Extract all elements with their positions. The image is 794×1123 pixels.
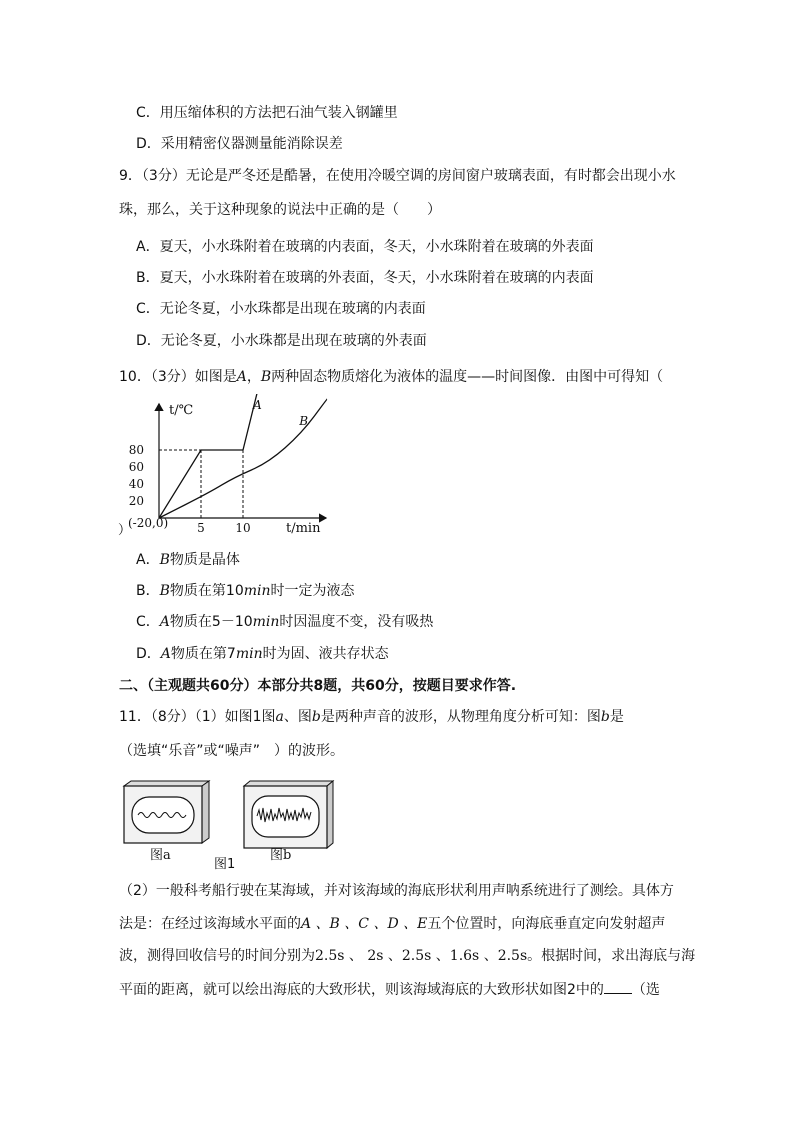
q11-text: 平面的距离，就可以绘出海底的大致形状，则该海域海底的大致形状如图2中的 (119, 982, 604, 998)
y-axis-label: t/℃ (169, 403, 194, 418)
figure-a-caption: 图a (150, 848, 171, 863)
opt-var: A (159, 614, 170, 630)
section-heading: 二、（主观题共60分）本部分共8题，共60分，按题目要求作答. (119, 678, 517, 694)
q9-option-c: C．无论冬夏，小水珠都是出现在玻璃的内表面 (136, 301, 426, 317)
origin-label: (-20,0) (128, 516, 169, 530)
q10-var-a: A (236, 369, 247, 385)
opt-letter: D． (136, 646, 161, 662)
opt-text: 时因温度不变，没有吸热 (279, 614, 434, 630)
q11-var: b (311, 709, 321, 725)
opt-letter: C． (136, 614, 160, 630)
figure-a-monitor (124, 781, 209, 843)
q11-text: 法是：在经过该海域水平面的 (119, 916, 301, 932)
q8-option-c: C．用压缩体积的方法把石油气装入钢罐里 (136, 105, 398, 121)
y-tick-label-60: 60 (128, 460, 144, 474)
opt-text: 物质是晶体 (169, 552, 240, 568)
opt-text: 物质在第10 (169, 583, 244, 599)
q11-text: 是两种声音的波形，从物理角度分析可知：图 (320, 709, 601, 725)
figure-b-caption: 图b (270, 848, 292, 863)
q10-var-b: B (260, 369, 272, 385)
q10-sep: ， (246, 369, 261, 385)
q11-text: 五个位置时，向海底垂直定向发射超声 (427, 916, 666, 932)
q11-line2: （选填“乐音”或“噪声” ）的波形。 (119, 743, 345, 759)
q9-stem-line2: 珠，那么，关于这种现象的说法中正确的是（ ） (119, 202, 441, 218)
q10-option-a (136, 550, 240, 570)
q11-text: 11．（8分）（1）如图1图 (119, 709, 276, 725)
q10-option-d (136, 644, 389, 664)
opt-letter: B． (136, 583, 160, 599)
opt-unit: min (235, 646, 263, 662)
q9-stem-line1: 9．（3分）无论是严冬还是酷暑，在使用冷暖空调的房间窗户玻璃表面，有时都会出现小水 (119, 168, 676, 184)
q11-var: b (600, 709, 610, 725)
y-tick-label-40: 40 (128, 477, 144, 491)
q10-option-c (136, 612, 433, 632)
q11-line1 (119, 707, 624, 727)
figure1-caption: 图1 (214, 857, 236, 872)
y-tick-label-20: 20 (128, 494, 144, 508)
q9-option-d: D．无论冬夏，小水珠都是出现在玻璃的外表面 (136, 333, 427, 349)
q11-part2-line2 (119, 914, 665, 934)
q10-stem-pre: 10．（3分）如图是 (119, 369, 237, 385)
q11-text: 、图 (283, 709, 312, 725)
answer-blank[interactable] (604, 979, 632, 994)
x-axis-label: t/min (286, 521, 321, 536)
opt-unit: min (252, 614, 280, 630)
opt-var: A (160, 646, 171, 662)
opt-text: 时为固、液共存状态 (262, 646, 389, 662)
q11-text: 是 (609, 709, 624, 725)
q10-stem (119, 367, 663, 387)
q11-text: （选 (631, 982, 660, 998)
figure-b-monitor (244, 781, 333, 848)
q11-text: 波，测得回收信号的时间分别为 (119, 948, 315, 964)
q10-close-paren: ） (118, 523, 132, 538)
y-tick-label-80: 80 (128, 443, 144, 457)
temperature-time-chart (126, 394, 336, 539)
opt-text: 时一定为液态 (270, 583, 355, 599)
q10-option-b (136, 581, 355, 601)
opt-text: 物质在5－10 (169, 614, 253, 630)
x-tick-label-10: 10 (235, 521, 251, 535)
q11-text: 。根据时间，求出海底与海 (527, 948, 696, 964)
q11-times: 2.5s 、 2s 、2.5s 、1.6s 、2.5s (315, 948, 528, 964)
q10-stem-post: 两种固态物质熔化为液体的温度——时间图像．由图中可得知（ (271, 369, 664, 385)
q11-points: A 、B 、C 、D 、E (301, 916, 428, 932)
opt-text: 物质在第7 (170, 646, 236, 662)
q11-var: a (275, 709, 284, 725)
opt-var: B (159, 552, 170, 568)
q9-option-a: A．夏天，小水珠附着在玻璃的内表面，冬天，小水珠附着在玻璃的外表面 (136, 239, 594, 255)
x-tick-label-5: 5 (197, 521, 205, 535)
q11-part2-line3 (119, 946, 695, 966)
series-a-label: A (253, 398, 262, 412)
q8-option-d: D．采用精密仪器测量能消除误差 (136, 136, 343, 152)
q9-option-b: B．夏天，小水珠附着在玻璃的外表面，冬天，小水珠附着在玻璃的内表面 (136, 270, 594, 286)
opt-letter: A． (136, 552, 160, 568)
opt-unit: min (243, 583, 271, 599)
series-b-label: B (299, 414, 309, 428)
q11-part2-line4 (119, 979, 660, 1000)
q11-part2-line1: （2）一般科考船行驶在某海域，并对该海域的海底形状利用声呐系统进行了测绘。具体方 (119, 883, 674, 899)
opt-var: B (159, 583, 170, 599)
